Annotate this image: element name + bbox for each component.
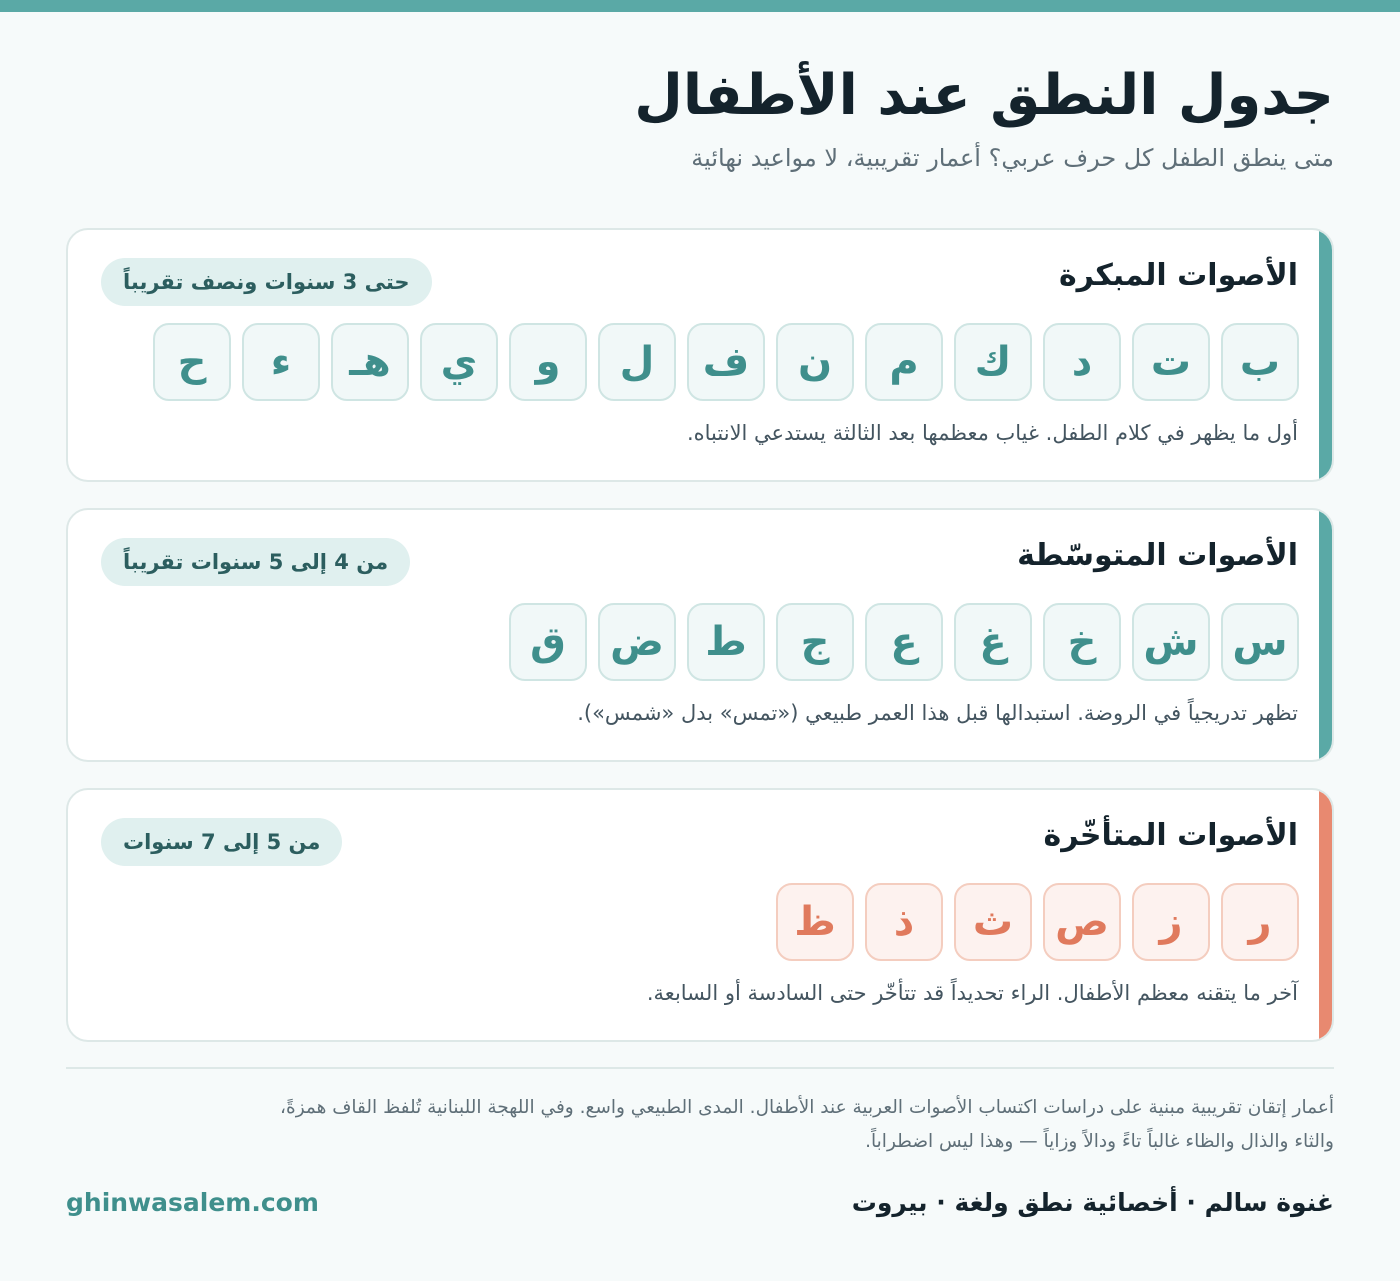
letter-tile: ك <box>954 323 1032 401</box>
letter-tile: ي <box>420 323 498 401</box>
page-subtitle: متى ينطق الطفل كل حرف عربي؟ أعمار تقريبية، لا مواعيد نهائية <box>691 144 1334 172</box>
footer-divider <box>66 1067 1334 1069</box>
card-title: الأصوات المتأخّرة <box>1043 818 1298 853</box>
card-note: تظهر تدريجياً في الروضة. استبدالها قبل هذا العمر طبيعي («تمس» بدل «شمس»). <box>577 701 1298 725</box>
letter-tile: خ <box>1043 603 1121 681</box>
letter-tile: ج <box>776 603 854 681</box>
footnote-line: والثاء والذال والظاء غالباً تاءً ودالاً وزاياً — وهذا ليس اضطراباً. <box>865 1131 1334 1152</box>
early-sounds-card <box>66 228 1334 482</box>
page <box>66 0 1334 1281</box>
letter-tile: س <box>1221 603 1299 681</box>
footnote <box>66 1091 1334 1159</box>
letter-tile: ص <box>1043 883 1121 961</box>
letter-tile: ء <box>242 323 320 401</box>
letter-tile: ز <box>1132 883 1210 961</box>
card-accent-stripe <box>1319 790 1332 1040</box>
letter-tile: ن <box>776 323 854 401</box>
letter-tile: م <box>865 323 943 401</box>
letter-tile: ر <box>1221 883 1299 961</box>
age-badge: من 5 إلى 7 سنوات <box>101 818 342 866</box>
age-badge: من 4 إلى 5 سنوات تقريباً <box>101 538 410 586</box>
letter-tile: غ <box>954 603 1032 681</box>
letter-tile: ق <box>509 603 587 681</box>
card-note: آخر ما يتقنه معظم الأطفال. الراء تحديداً قد تتأخّر حتى السادسة أو السابعة. <box>646 981 1298 1005</box>
letter-row <box>509 603 1299 681</box>
letter-tile: ت <box>1132 323 1210 401</box>
letter-row <box>153 323 1299 401</box>
card-accent-stripe <box>1319 510 1332 760</box>
letter-tile: ع <box>865 603 943 681</box>
footnote-line: أعمار إتقان تقريبية مبنية على دراسات اكتساب الأصوات العربية عند الأطفال. المدى الطبيعي واسع. وفي اللهجة اللبنانية تُلفظ القاف همزةً، <box>280 1097 1334 1118</box>
letter-tile: ش <box>1132 603 1210 681</box>
card-title: الأصوات المتوسّطة <box>1017 538 1298 573</box>
letter-tile: ف <box>687 323 765 401</box>
letter-tile: ط <box>687 603 765 681</box>
letter-tile: ض <box>598 603 676 681</box>
letter-tile: د <box>1043 323 1121 401</box>
card-title: الأصوات المبكرة <box>1058 258 1298 293</box>
letter-row <box>776 883 1299 961</box>
letter-tile: هـ <box>331 323 409 401</box>
letter-tile: ث <box>954 883 1032 961</box>
age-badge: حتى 3 سنوات ونصف تقريباً <box>101 258 432 306</box>
middle-sounds-card <box>66 508 1334 762</box>
author-credit: غنوة سالم · أخصائية نطق ولغة · بيروت <box>851 1188 1334 1217</box>
card-note: أول ما يظهر في كلام الطفل. غياب معظمها بعد الثالثة يستدعي الانتباه. <box>686 421 1298 445</box>
letter-tile: ل <box>598 323 676 401</box>
late-sounds-card <box>66 788 1334 1042</box>
page-title: جدول النطق عند الأطفال <box>634 63 1334 128</box>
letter-tile: ظ <box>776 883 854 961</box>
letter-tile: ح <box>153 323 231 401</box>
letter-tile: و <box>509 323 587 401</box>
letter-tile: ب <box>1221 323 1299 401</box>
card-accent-stripe <box>1319 230 1332 480</box>
website-link[interactable]: ghinwasalem.com <box>66 1188 319 1217</box>
letter-tile: ذ <box>865 883 943 961</box>
